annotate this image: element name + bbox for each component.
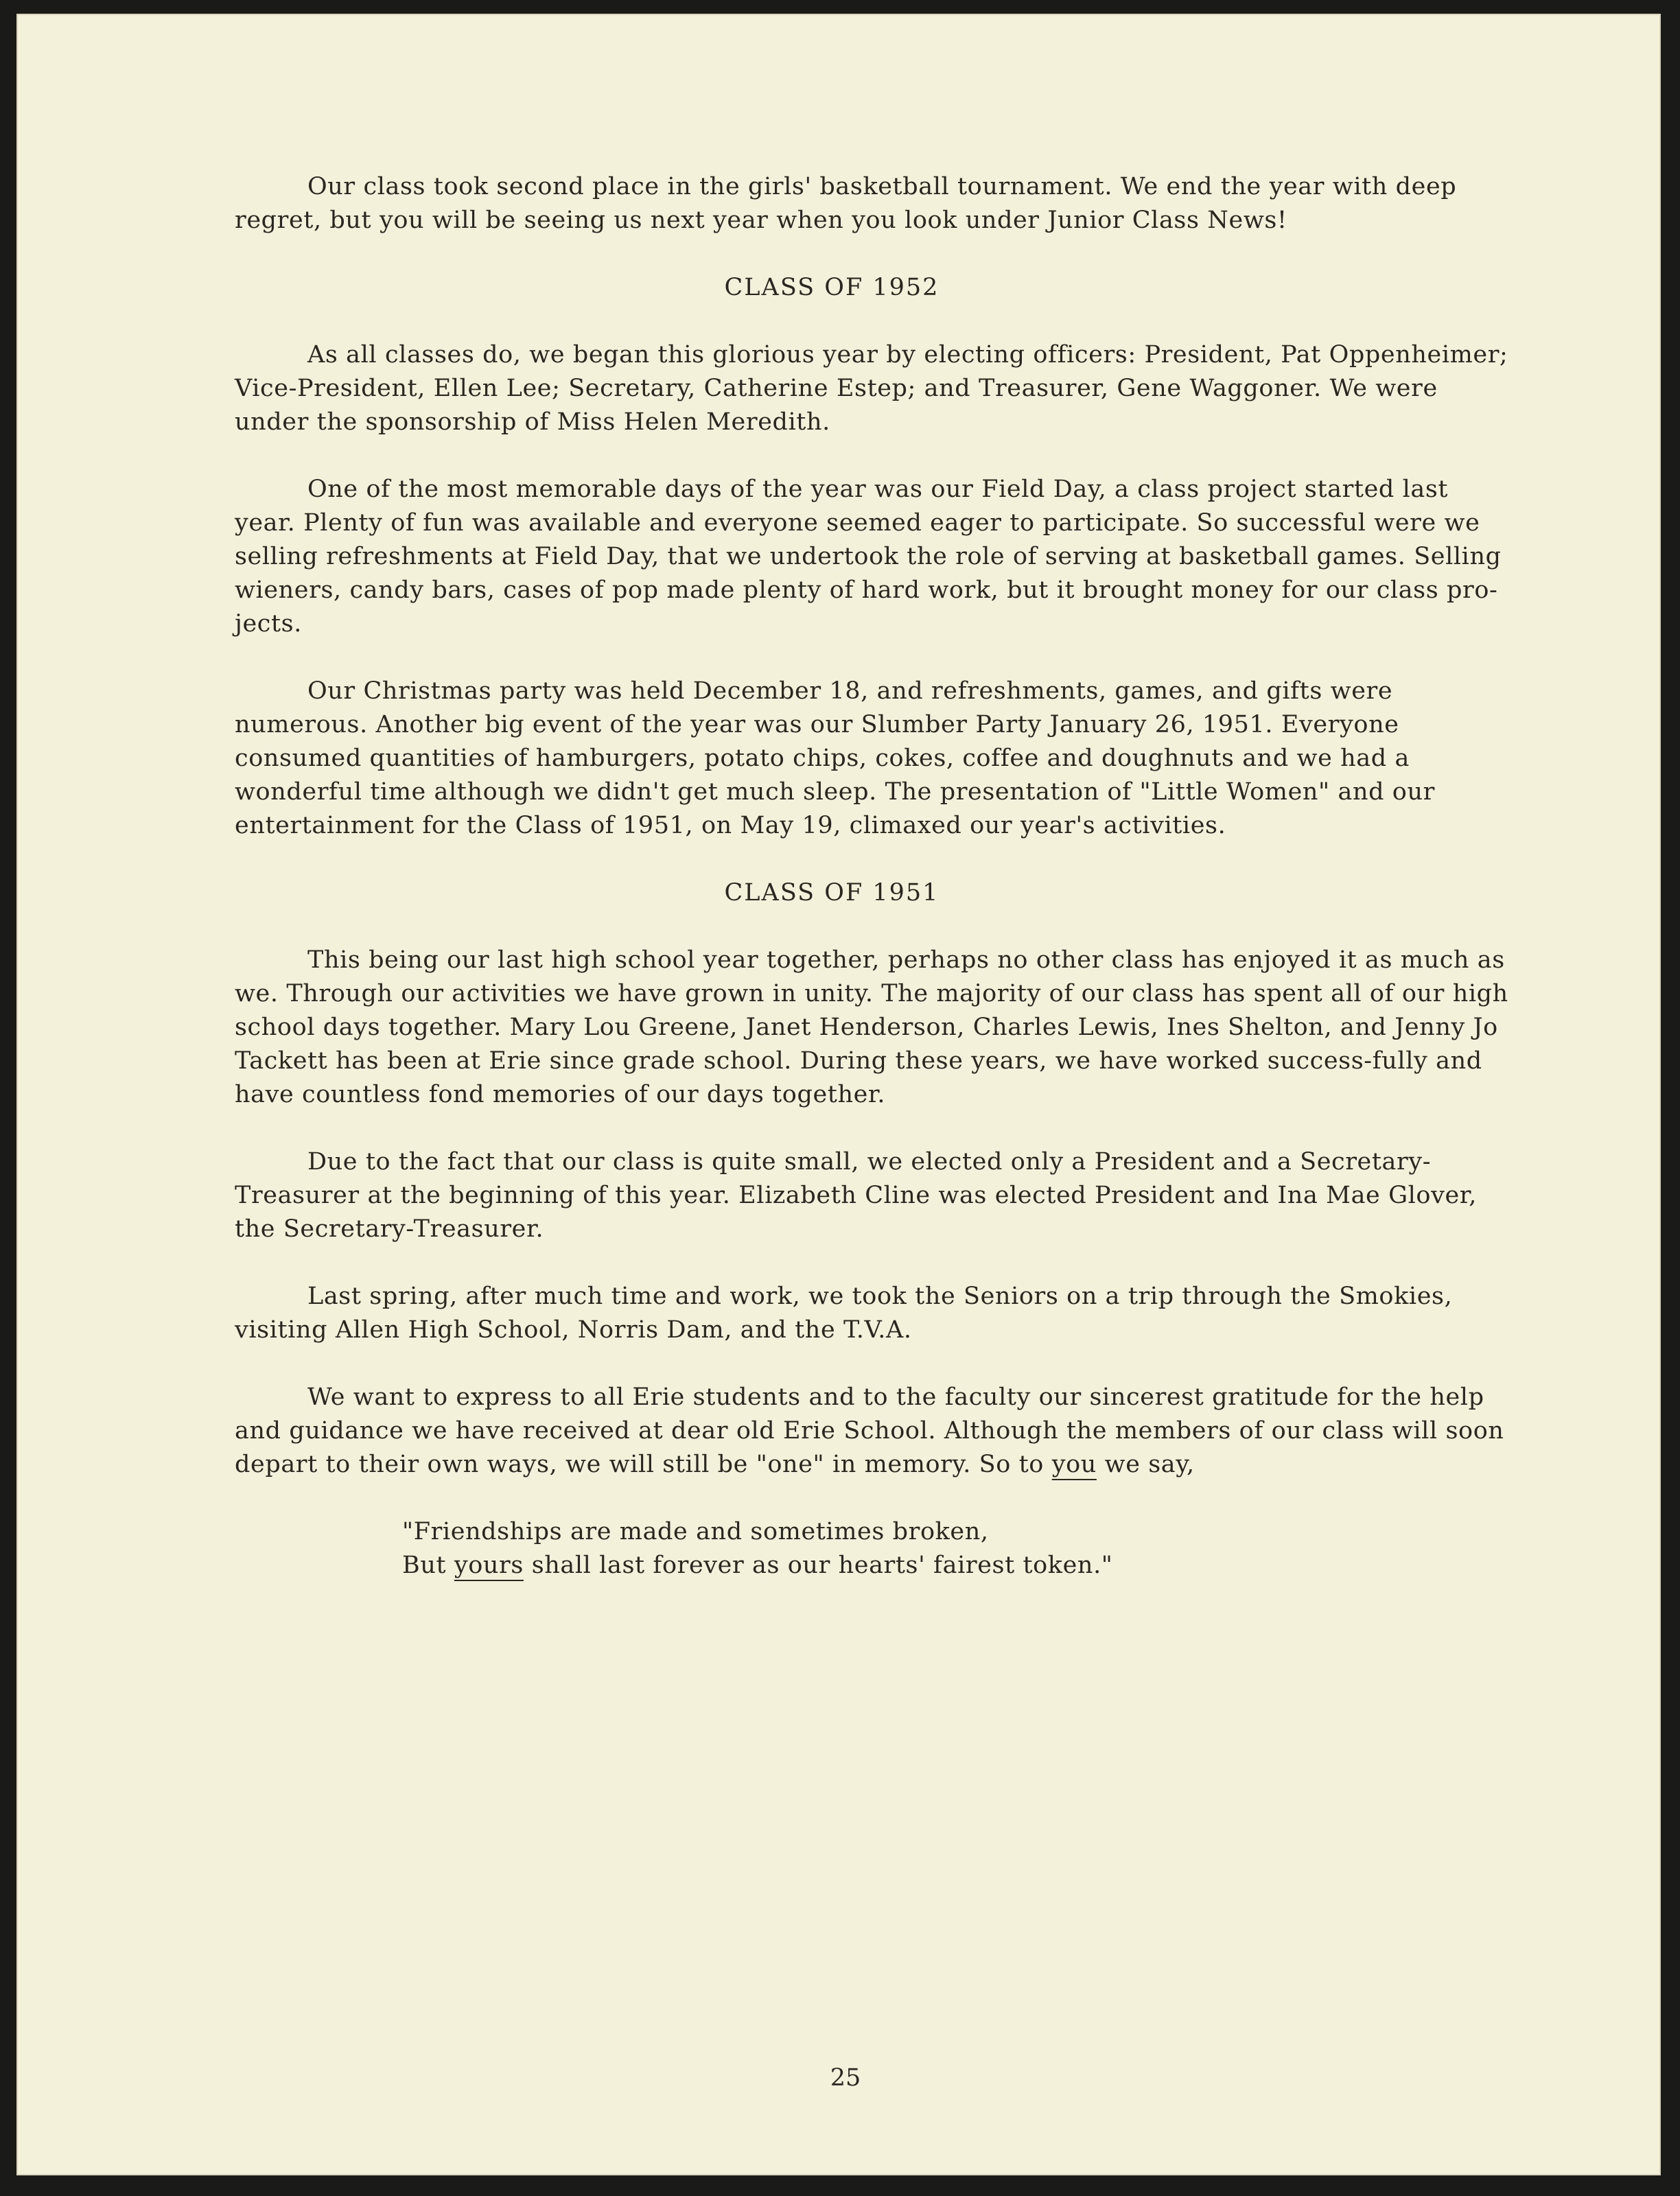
closing-paragraph bbox=[235, 1381, 1511, 1482]
verse-quote bbox=[402, 1515, 1511, 1582]
intro-paragraph: Our class took second place in the girls' basketball tournament. We end the year with deep regret, but you will be seeing us next year when you look under Junior Class News! bbox=[235, 173, 1457, 234]
verse-line: "Friendships are made and sometimes broken, bbox=[402, 1518, 989, 1545]
underlined-word: you bbox=[1051, 1451, 1097, 1478]
paragraph: One of the most memorable days of the year was our Field Day, a class project started last year. Plenty of fun was available and everyone seemed eager to participate. So successful were we selling refreshments at Field Day, that we undertook the role of serving at basketball games. Selling wieners, candy bars, cases of pop made plenty of hard work, but it brought money for our class pro-jects. bbox=[235, 476, 1502, 638]
closing-text-end: we say, bbox=[1104, 1451, 1195, 1478]
page-content bbox=[235, 170, 1511, 1582]
paragraph: Last spring, after much time and work, we took the Seniors on a trip through the Smokies, visiting Allen High School, Norris Dam, and the T.V.A. bbox=[235, 1283, 1453, 1344]
verse-line bbox=[402, 1549, 1511, 1582]
verse-text-end: shall last forever as our hearts' fairest token." bbox=[531, 1552, 1113, 1579]
paragraph: As all classes do, we began this glorious year by electing officers: President, Pat Oppenheimer; Vice-President, Ellen Lee; Secretary, Catherine Estep; and Treasurer, Gene Waggoner. We were under the sponsorship of Miss Helen Meredith. bbox=[235, 341, 1508, 436]
closing-text: We want to express to all Erie students and to the faculty our sincerest gratitude for the help and guidance we have received at dear old Erie School. Although the members of our class will soon depart to their own ways, we will still be "one" in memory. So to bbox=[235, 1383, 1504, 1478]
section-heading-class-1951: CLASS OF 1951 bbox=[724, 879, 940, 907]
verse-text: But bbox=[402, 1552, 447, 1579]
paragraph: Our Christmas party was held December 18, and refreshments, games, and gifts were numerous. Another big event of the year was our Slumber Party January 26, 1951. Everyone consumed quantities of hamburgers, potato chips, cokes, coffee and doughnuts and we had a wonderful time although we didn't get much sleep. The presentation of "Little Women" and our entertainment for the Class of 1951, on May 19, climaxed our year's activities. bbox=[235, 677, 1435, 839]
paragraph: This being our last high school year together, perhaps no other class has enjoyed it as much as we. Through our activities we have grown in unity. The majority of our class has spent all of our high school days together. Mary Lou Greene, Janet Henderson, Charles Lewis, Ines Shelton, and Jenny Jo Tackett has been at Erie since grade school. During these years, we have worked success-fully and have countless fond memories of our days together. bbox=[235, 946, 1508, 1108]
paragraph: Due to the fact that our class is quite small, we elected only a President and a Secretary-Treasurer at the beginning of this year. Elizabeth Cline was elected President and Ina Mae Glover, the Secretary-Treasurer. bbox=[235, 1148, 1477, 1243]
section-heading-class-1952: CLASS OF 1952 bbox=[724, 274, 940, 301]
document-page bbox=[16, 14, 1661, 2175]
page-number: 25 bbox=[830, 2064, 861, 2092]
underlined-word: yours bbox=[454, 1552, 524, 1579]
